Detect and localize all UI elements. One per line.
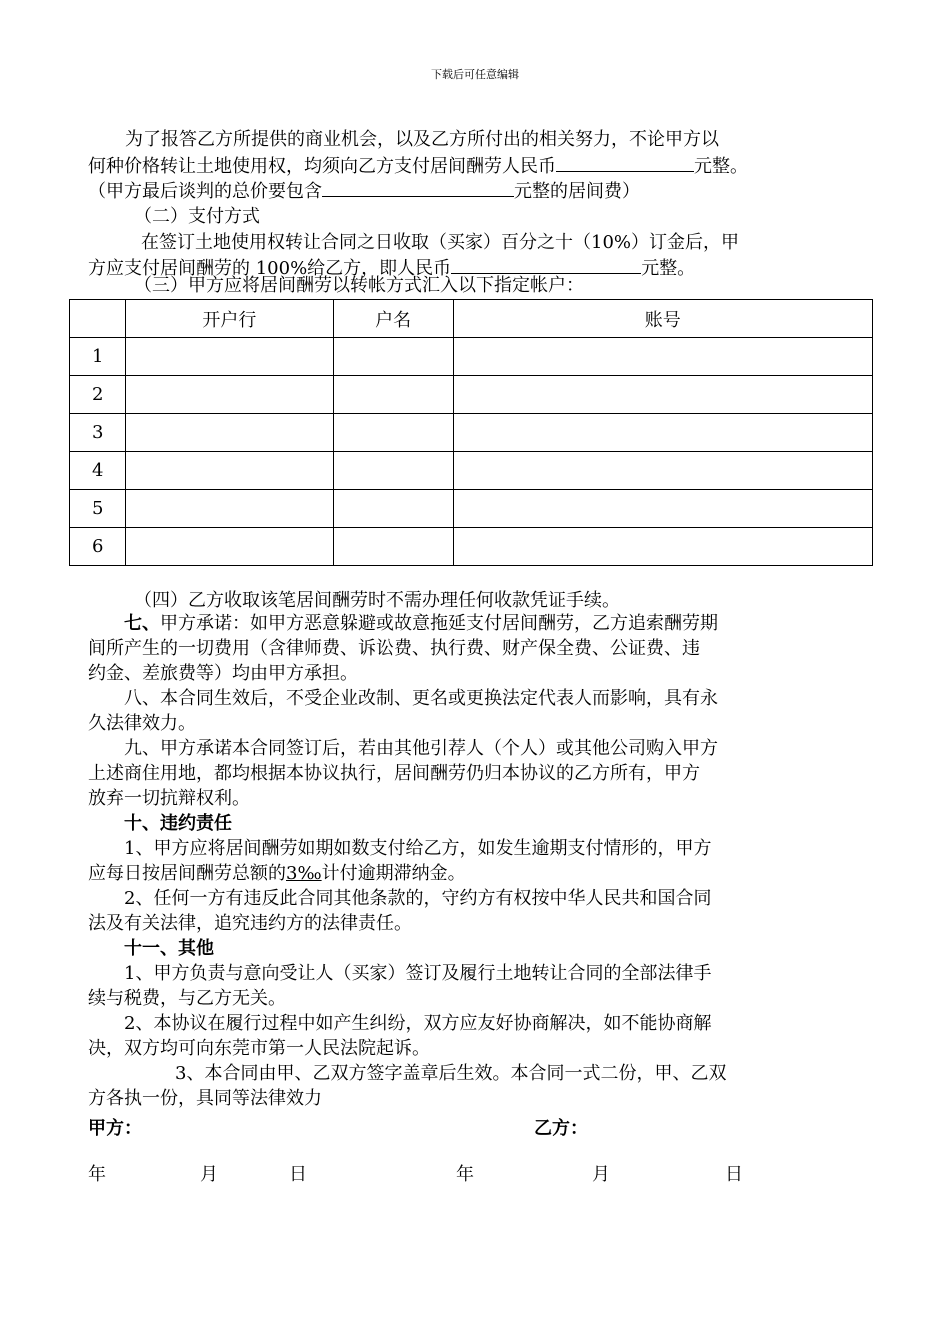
party-b-year: 年 — [456, 1164, 474, 1185]
art7-label: 七、 — [124, 613, 160, 634]
art10-c1-line1: 1、甲方应将居间酬劳如期如数支付给乙方，如发生逾期支付情形的，甲方 — [124, 838, 712, 859]
account-name-cell[interactable] — [333, 414, 453, 452]
art7-line3: 约金、差旅费等）均由甲方承担。 — [88, 663, 358, 684]
party-b-day: 日 — [725, 1164, 743, 1185]
art7-line2: 间所产生的一切费用（含律师费、诉讼费、执行费、财产保全费、公证费、违 — [88, 638, 700, 659]
table-header-cell — [70, 300, 126, 338]
bank-cell[interactable] — [125, 338, 333, 376]
table-header-account-number: 账号 — [453, 300, 872, 338]
table-row — [70, 414, 873, 452]
table-row — [70, 452, 873, 490]
account-number-cell[interactable] — [453, 452, 872, 490]
sec2-line2-suffix: 元整。 — [641, 258, 696, 279]
account-name-cell[interactable] — [333, 338, 453, 376]
account-table — [69, 299, 873, 566]
art11-c3-line2: 方各执一份，具同等法律效力 — [88, 1088, 322, 1109]
sec2-line1: 在签订土地使用权转让合同之日收取（买家）百分之十（10%）订金后，甲 — [141, 232, 740, 253]
party-a-year: 年 — [88, 1164, 106, 1185]
table-header-row — [70, 300, 873, 338]
art10-c1-line2 — [88, 861, 466, 887]
account-number-cell[interactable] — [453, 528, 872, 566]
art10-c2-line2: 法及有关法律，追究违约方的法律责任。 — [88, 913, 412, 934]
account-number-cell[interactable] — [453, 376, 872, 414]
row-number: 3 — [70, 414, 126, 452]
payment-amount-blank[interactable] — [451, 255, 641, 274]
p1-line2 — [88, 153, 748, 180]
party-a-day: 日 — [289, 1164, 307, 1185]
art11-c2-line1: 2、本协议在履行过程中如产生纠纷，双方应友好协商解决，如不能协商解 — [124, 1013, 712, 1034]
table-row — [70, 338, 873, 376]
table-row — [70, 376, 873, 414]
party-b-month: 月 — [592, 1164, 610, 1185]
bank-cell[interactable] — [125, 376, 333, 414]
account-name-cell[interactable] — [333, 528, 453, 566]
p1-line3-suffix: 元整的居间费） — [514, 181, 640, 202]
p1-line2-text: 何种价格转让土地使用权，均须向乙方支付居间酬劳人民币 — [88, 156, 556, 177]
account-number-cell[interactable] — [453, 338, 872, 376]
p1-line3 — [88, 178, 640, 205]
sec2-title: （二）支付方式 — [134, 206, 260, 227]
row-number: 6 — [70, 528, 126, 566]
art11-c1-line1: 1、甲方负责与意向受让人（买家）签订及履行土地转让合同的全部法律手 — [124, 963, 712, 984]
row-number: 4 — [70, 452, 126, 490]
sec4: （四）乙方收取该笔居间酬劳时不需办理任何收款凭证手续。 — [134, 590, 620, 611]
account-number-cell[interactable] — [453, 414, 872, 452]
art9-line3: 放弃一切抗辩权利。 — [88, 788, 250, 809]
row-number: 1 — [70, 338, 126, 376]
art10-c2-line1: 2、任何一方有违反此合同其他条款的，守约方有权按中华人民共和国合同 — [124, 888, 712, 909]
art10-c1-line2-suffix: 计付逾期滞纳金。 — [321, 863, 466, 884]
total-fee-blank[interactable] — [322, 178, 514, 197]
art8-line1: 八、本合同生效后，不受企业改制、更名或更换法定代表人而影响，具有永 — [124, 688, 718, 709]
late-fee-rate: 3‰ — [286, 863, 322, 884]
art10-c1-line2-text: 应每日按居间酬劳总额的 — [88, 863, 286, 884]
art8-line2: 久法律效力。 — [88, 713, 196, 734]
account-number-cell[interactable] — [453, 490, 872, 528]
p1-line2-suffix: 元整。 — [694, 156, 748, 177]
p1-line1: 为了报答乙方所提供的商业机会，以及乙方所付出的相关努力，不论甲方以 — [125, 129, 719, 150]
art7-line1-text: 甲方承诺：如甲方恶意躲避或故意拖延支付居间酬劳，乙方追索酬劳期 — [160, 613, 718, 634]
art10-title: 十、违约责任 — [124, 813, 232, 834]
art11-title: 十一、其他 — [124, 938, 214, 959]
table-header-bank: 开户行 — [125, 300, 333, 338]
party-b-signature-label: 乙方： — [534, 1118, 588, 1139]
art11-c1-line2: 续与税费，与乙方无关。 — [88, 988, 286, 1009]
table-row — [70, 528, 873, 566]
sec3-title: （三）甲方应将居间酬劳以转帐方式汇入以下指定帐户： — [134, 275, 584, 296]
art9-line2: 上述商住用地，都均根据本协议执行，居间酬劳仍归本协议的乙方所有，甲方 — [88, 763, 700, 784]
bank-cell[interactable] — [125, 528, 333, 566]
page-header: 下载后可任意编辑 — [431, 68, 519, 81]
account-name-cell[interactable] — [333, 490, 453, 528]
bank-cell[interactable] — [125, 414, 333, 452]
sec2-line2-text: 方应支付居间酬劳的 100%给乙方，即人民币 — [88, 258, 452, 279]
party-a-signature-label: 甲方： — [88, 1118, 142, 1139]
row-number: 2 — [70, 376, 126, 414]
fee-amount-blank[interactable] — [556, 153, 694, 172]
bank-cell[interactable] — [125, 452, 333, 490]
account-name-cell[interactable] — [333, 452, 453, 490]
account-name-cell[interactable] — [333, 376, 453, 414]
art11-c2-line2: 决，双方均可向东莞市第一人民法院起诉。 — [88, 1038, 430, 1059]
p1-line3-text: （甲方最后谈判的总价要包含 — [88, 181, 322, 202]
art11-c3-line1: 3、本合同由甲、乙双方签字盖章后生效。本合同一式二份，甲、乙双 — [175, 1063, 727, 1084]
table-header-account-name: 户名 — [333, 300, 453, 338]
bank-cell[interactable] — [125, 490, 333, 528]
art7-line1 — [124, 611, 718, 637]
art9-line1: 九、甲方承诺本合同签订后，若由其他引荐人（个人）或其他公司购入甲方 — [124, 738, 718, 759]
row-number: 5 — [70, 490, 126, 528]
party-a-month: 月 — [200, 1164, 218, 1185]
table-row — [70, 490, 873, 528]
